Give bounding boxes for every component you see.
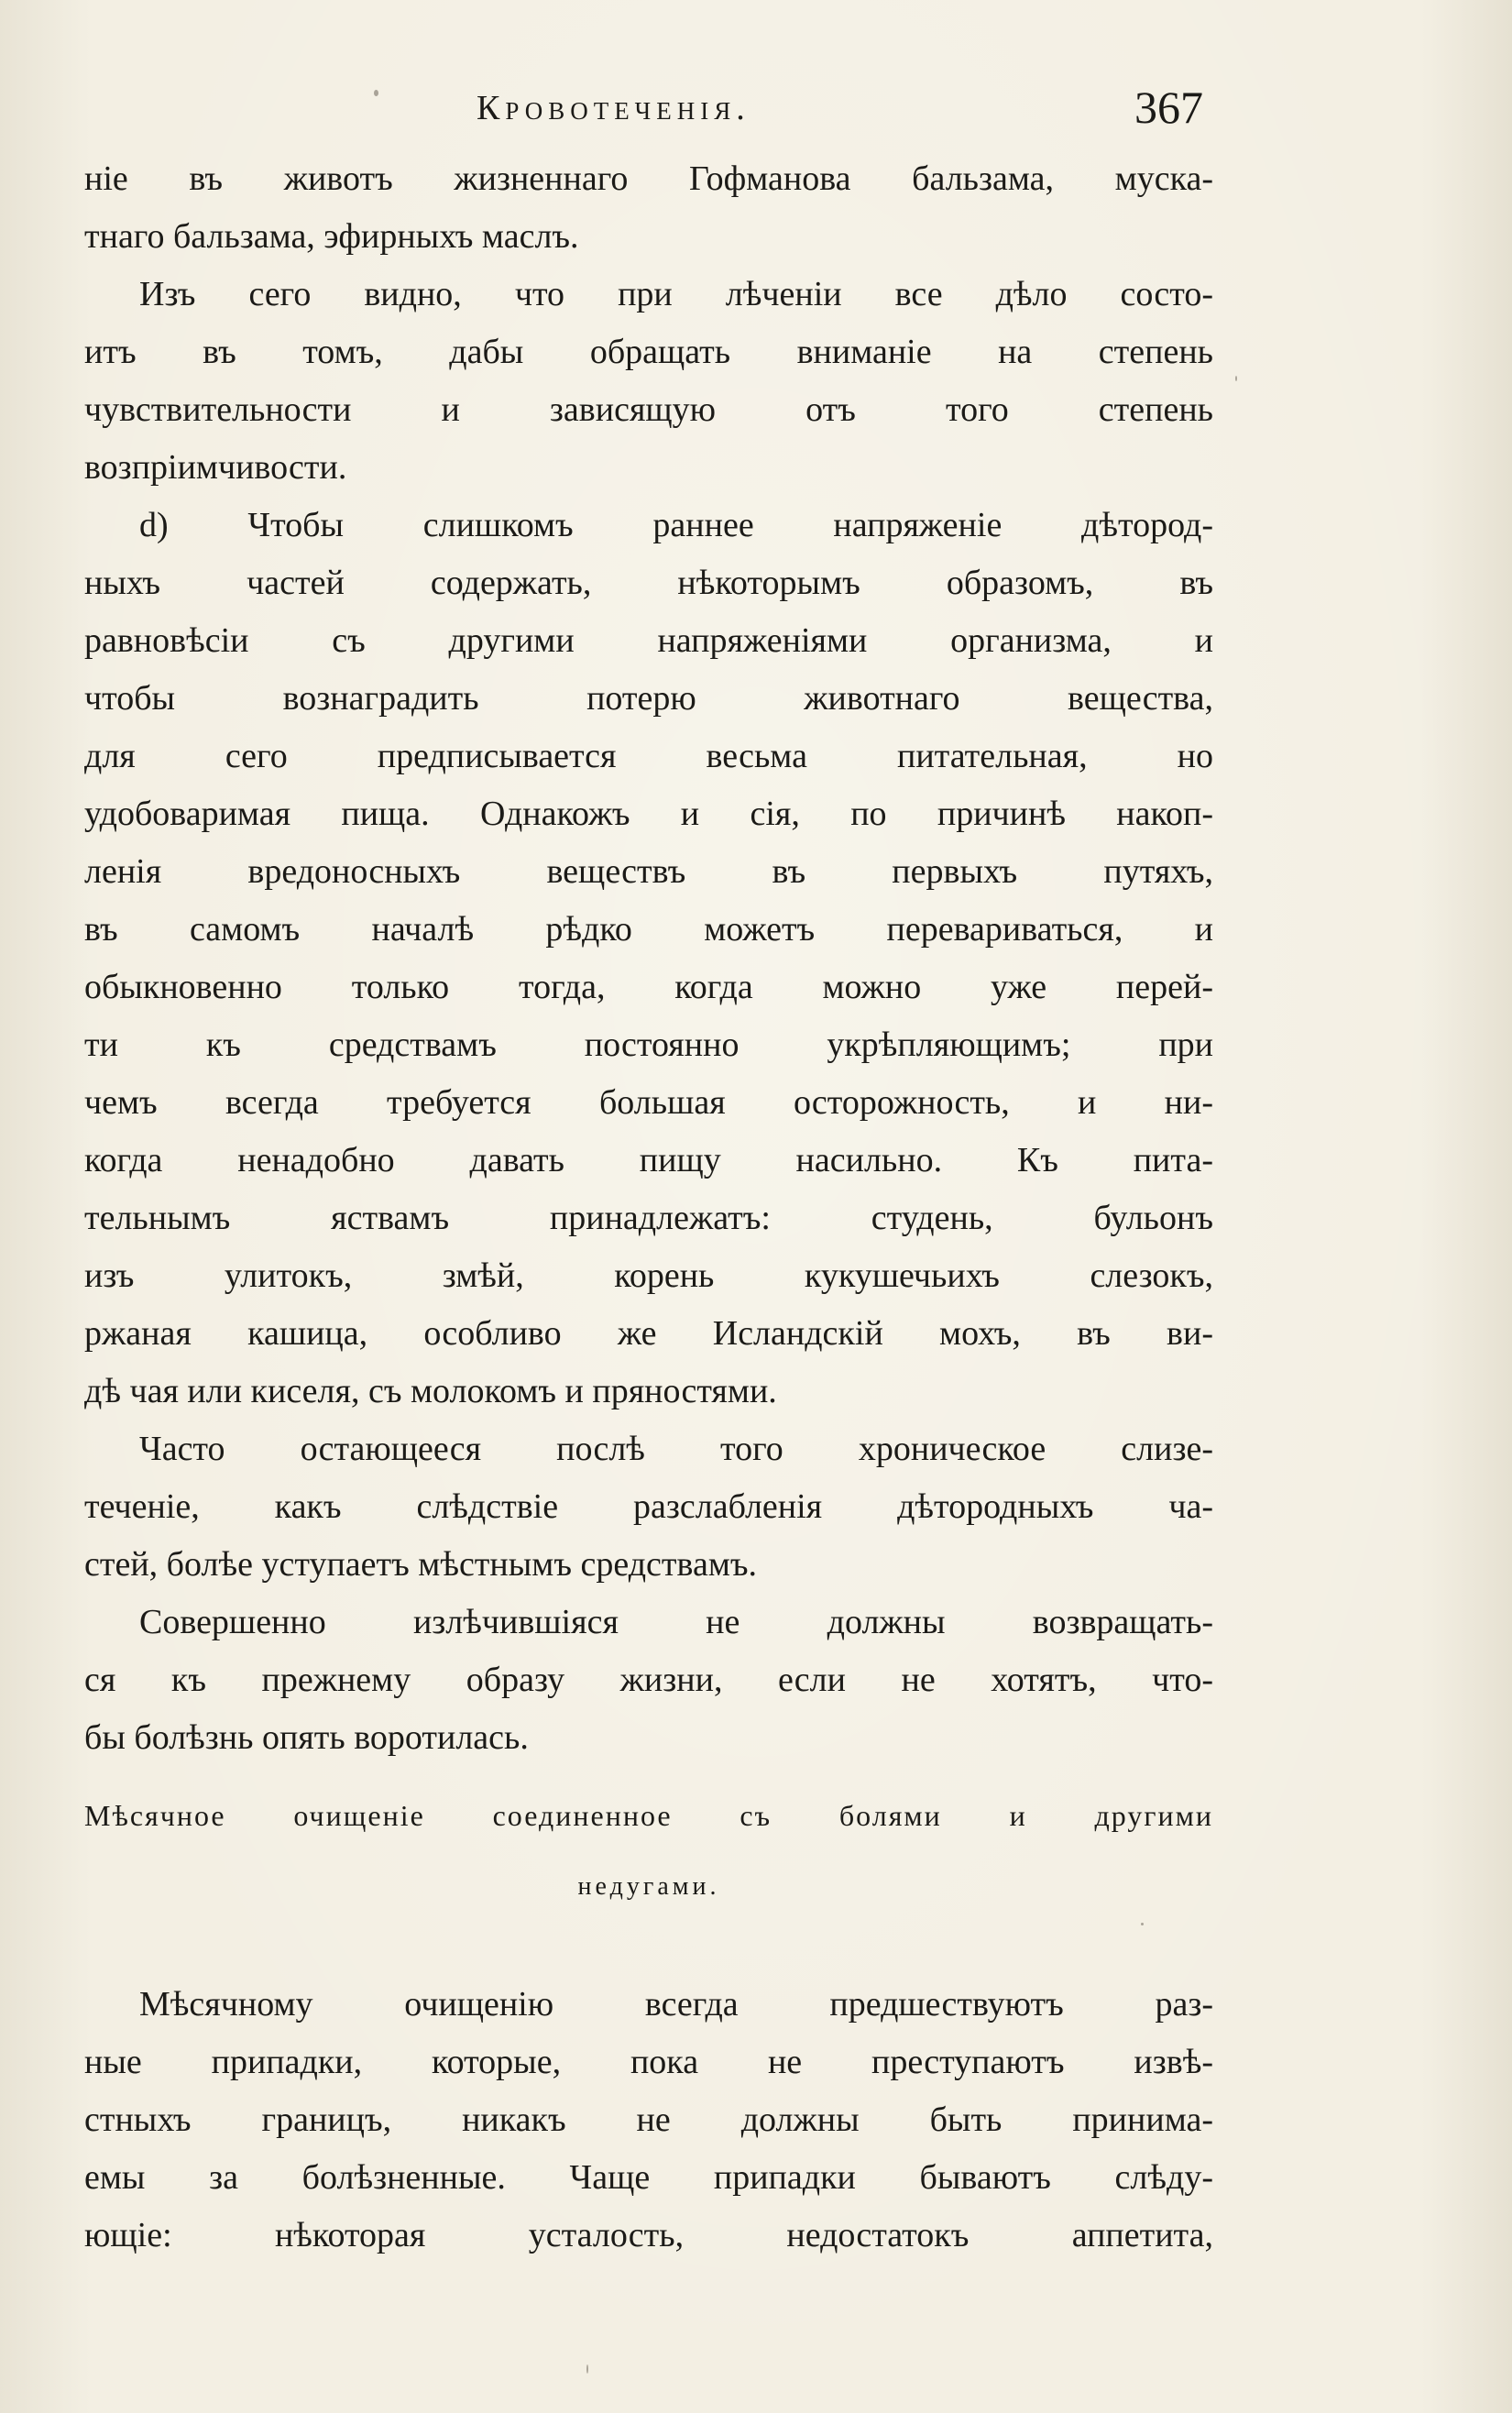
paragraph [84, 150, 1213, 266]
text-line: стей, болѣе уступаетъ мѣстнымъ средствамъ. [84, 1545, 758, 1584]
running-title: Кровотеченія. [477, 89, 751, 127]
scan-speck [586, 2364, 588, 2374]
paragraph [84, 1976, 1213, 2265]
text-line: Мѣсячному очищенію всегда предшествуютъ раз- [139, 1985, 1213, 2024]
text-line: емы за болѣзненные. Чаще припадки бываютъ слѣду- [84, 2158, 1213, 2197]
text-line: итъ въ томъ, дабы обращать вниманіе на степень [84, 333, 1213, 371]
text-line: ти къ средствамъ постоянно укрѣпляющимъ; при [84, 1026, 1213, 1064]
text-line: удобоваримая пища. Однакожъ и сія, по причинѣ накоп- [84, 795, 1213, 833]
text-line: ніе въ животъ жизненнаго Гофманова бальзама, муска- [84, 159, 1213, 198]
text-line: d) Чтобы слишкомъ раннее напряженіе дѣтород- [139, 506, 1213, 544]
text-line: чемъ всегда требуется большая осторожность, и ни- [84, 1083, 1213, 1122]
text-line: стныхъ границъ, никакъ не должны быть принима- [84, 2100, 1213, 2139]
text-line: ржаная кашица, особливо же Исландскій мохъ, въ ви- [84, 1314, 1213, 1353]
running-head [0, 82, 1512, 143]
section-heading-line: Мѣсячное очищеніе соединенное съ болями и другими [84, 1799, 1213, 1832]
text-line: дѣ чая или киселя, съ молокомъ и пряностями. [84, 1372, 777, 1410]
text-line: въ самомъ началѣ рѣдко можетъ перевариваться, и [84, 910, 1213, 949]
text-line: тнаго бальзама, эфирныхъ маслъ. [84, 217, 579, 256]
text-line: чтобы вознаградить потерю животнаго вещества, [84, 679, 1213, 718]
section-heading [84, 1787, 1213, 1915]
text-line: тельнымъ яствамъ принадлежатъ: студень, бульонъ [84, 1199, 1213, 1237]
text-line: чувствительности и зависящую отъ того степень [84, 390, 1213, 429]
text-line: теченіе, какъ слѣдствіе разслабленія дѣтородныхъ ча- [84, 1487, 1213, 1526]
text-line: Изъ сего видно, что при лѣченіи все дѣло состо- [139, 275, 1213, 313]
scan-speck [374, 90, 378, 96]
scan-speck [1235, 376, 1237, 381]
page-number: 367 [1134, 82, 1203, 133]
section-heading-line: недугами. [577, 1872, 720, 1901]
paragraph [84, 266, 1213, 497]
text-line: ся къ прежнему образу жизни, если не хотятъ, что- [84, 1661, 1213, 1699]
text-line: возпріимчивости. [84, 448, 347, 487]
text-line: ные припадки, которые, пока не преступаютъ извѣ- [84, 2043, 1213, 2081]
body-text [84, 150, 1213, 2265]
text-line: для сего предписывается весьма питательная, но [84, 737, 1213, 775]
paragraph [84, 497, 1213, 1420]
paragraph [84, 1420, 1213, 1594]
text-line: обыкновенно только тогда, когда можно уже перей- [84, 968, 1213, 1006]
text-line: когда ненадобно давать пищу насильно. Къ пита- [84, 1141, 1213, 1179]
text-line: Совершенно излѣчившіяся не должны возвращать- [139, 1603, 1213, 1641]
text-line: ющіе: нѣкоторая усталость, недостатокъ аппетита, [84, 2216, 1213, 2254]
text-line: ныхъ частей содержать, нѣкоторымъ образомъ, въ [84, 564, 1213, 602]
text-line: бы болѣзнь опять воротилась. [84, 1718, 529, 1757]
text-line: равновѣсіи съ другими напряженіями организма, и [84, 621, 1213, 660]
paragraph [84, 1594, 1213, 1767]
text-line: ленія вредоносныхъ веществъ въ первыхъ путяхъ, [84, 852, 1213, 891]
text-line: изъ улитокъ, змѣй, корень кукушечьихъ слезокъ, [84, 1256, 1213, 1295]
text-line: Часто остающееся послѣ того хроническое слизе- [139, 1430, 1213, 1468]
scan-speck [1141, 1923, 1144, 1925]
